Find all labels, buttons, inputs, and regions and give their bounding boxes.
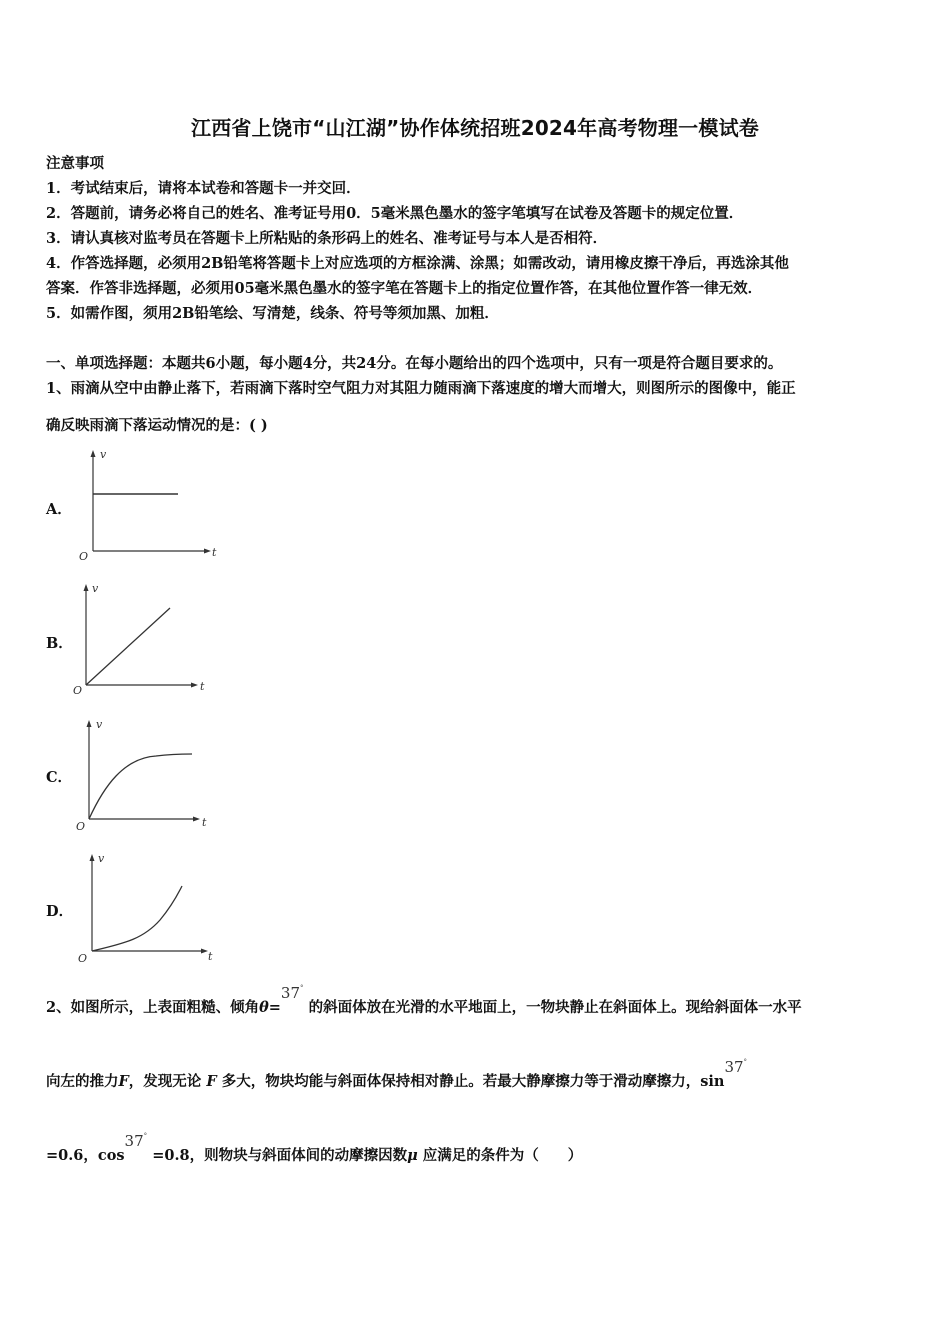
q2-text: ，发现无论 — [128, 1073, 202, 1090]
q2-text: 2、如图所示，上表面粗糙、倾角 — [46, 999, 260, 1016]
t-axis-arrow — [191, 683, 198, 688]
q2-text: 的斜面体放在光滑的水平地面上，一物块静止在斜面体上。现给斜面体一水平 — [308, 999, 802, 1016]
velocity-curve — [89, 754, 192, 819]
v-axis-arrow — [87, 720, 92, 727]
degree-symbol: ° — [300, 984, 304, 992]
notice-item: 1．考试结束后，请将本试卷和答题卡一并交回． — [46, 180, 361, 197]
question-1-text: 1、雨滴从空中由静止落下，若雨滴下落时空气阻力对其阻力随雨滴下落速度的增大而增大，则图所示的图像中，能正 — [46, 380, 796, 397]
t-label: t — [212, 546, 217, 559]
q2-text: 应满足的条件为（ ） — [422, 1147, 583, 1164]
option-c-graph — [72, 714, 222, 834]
question-1-text: 确反映雨滴下落运动情况的是：( ) — [46, 417, 268, 434]
notice-item: 2．答题前，请务必将自己的姓名、准考证号用0．5毫米黑色墨水的签字笔填写在试卷及答题卡的规定位置． — [46, 205, 744, 222]
notice-item: 4．作答选择题，必须用2B铅笔将答题卡上对应选项的方框涂满、涂黑；如需改动，请用橡皮擦干净后，再选涂其他 — [46, 255, 789, 272]
origin-label: O — [78, 952, 88, 965]
v-label: v — [100, 448, 107, 461]
q2-text: =0.6，cos — [46, 1147, 125, 1164]
option-d-graph — [72, 848, 222, 968]
t-axis-arrow — [193, 817, 200, 822]
angle-value: 37 — [124, 1132, 144, 1150]
option-a-label: A． — [46, 501, 72, 518]
question-2-line-2 — [46, 1058, 748, 1091]
q2-text: 多大，物块均能与斜面体保持相对静止。若最大静摩擦力等于滑动摩擦力，sin — [221, 1073, 725, 1090]
t-label: t — [200, 680, 205, 693]
q2-text: =0.8，则物块与斜面体间的动摩擦因数 — [152, 1147, 408, 1164]
velocity-curve — [86, 608, 170, 685]
option-d-label: D． — [46, 903, 74, 920]
option-b-label: B． — [46, 635, 73, 652]
section-heading: 一、单项选择题：本题共6小题，每小题4分，共24分。在每小题给出的四个选项中，只有一项是符合题目要求的。 — [46, 355, 783, 372]
v-label: v — [98, 852, 105, 865]
v-axis-arrow — [91, 450, 96, 457]
question-2-line-3 — [46, 1132, 583, 1165]
angle-value: 37 — [280, 984, 301, 1002]
notice-item: 3．请认真核对监考员在答题卡上所粘贴的条形码上的姓名、准考证号与本人是否相符． — [46, 230, 608, 247]
t-axis-arrow — [201, 949, 208, 954]
angle-value: 37 — [724, 1058, 744, 1076]
notice-heading: 注意事项 — [46, 155, 104, 172]
force-symbol: F — [118, 1073, 129, 1090]
question-2-line-1 — [46, 984, 802, 1017]
notice-item: 5．如需作图，须用2B铅笔绘、写清楚，线条、符号等须加黑、加粗． — [46, 305, 499, 322]
v-axis-arrow — [90, 854, 95, 861]
v-label: v — [92, 582, 99, 595]
page-title: 江西省上饶市“山江湖”协作体统招班2024年高考物理一模试卷 — [191, 116, 759, 140]
origin-label: O — [76, 820, 86, 833]
q2-text: 向左的推力 — [46, 1073, 119, 1090]
option-b-graph — [72, 580, 222, 700]
origin-label: O — [73, 684, 83, 697]
velocity-curve — [92, 886, 182, 951]
v-label: v — [96, 718, 103, 731]
t-label: t — [202, 816, 207, 829]
origin-label: O — [79, 550, 89, 563]
theta-symbol: θ= — [259, 999, 281, 1016]
t-axis-arrow — [204, 549, 211, 554]
option-c-label: C． — [46, 769, 73, 786]
degree-symbol: ° — [743, 1058, 748, 1066]
mu-symbol: μ — [407, 1147, 418, 1164]
degree-symbol: ° — [143, 1132, 148, 1140]
v-axis-arrow — [84, 584, 89, 591]
force-symbol: F — [206, 1073, 217, 1090]
notice-item: 答案．作答非选择题，必须用05毫米黑色墨水的签字笔在答题卡上的指定位置作答，在其他位置作答一律无效． — [46, 280, 763, 297]
option-a-graph — [72, 448, 222, 568]
t-label: t — [208, 950, 213, 963]
